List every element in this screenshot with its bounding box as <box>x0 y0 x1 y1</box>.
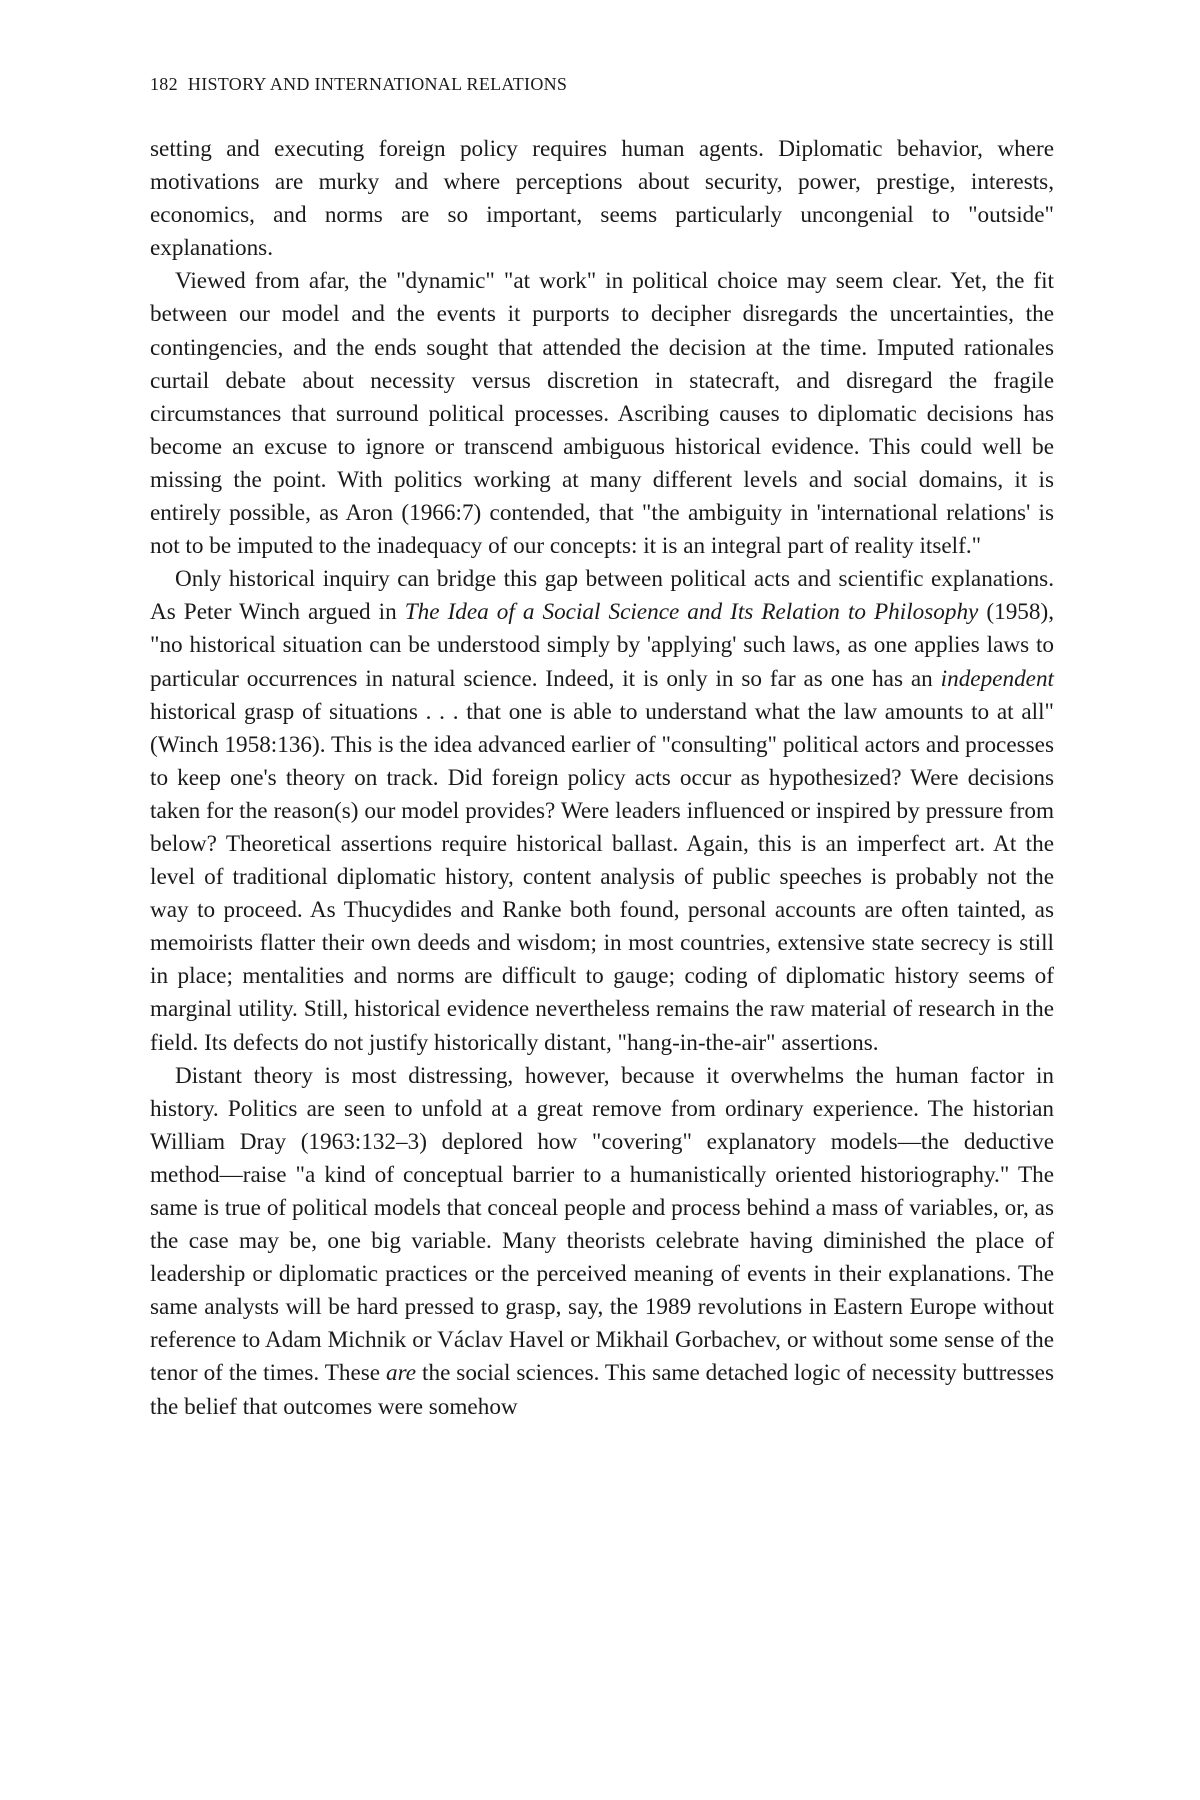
paragraph-3-text-c: historical grasp of situations . . . that one is able to understand what the law amounts to at all" (Winch 1958:136). This is the idea advanced earlier of "consulting" political actors and processes to keep one's theory on track. Did foreign policy acts occur as hypothesized? Were decisions taken for the reason(s) our model provides? Were leaders influenced or inspired by pressure from below? Theoretical assertions require historical ballast. Again, this is an imperfect art. At the level of traditional diplomatic history, content analysis of public speeches is probably not the way to proceed. As Thucydides and Ranke both found, personal accounts are often tainted, as memoirists flatter their own deeds and wisdom; in most countries, extensive state secrecy is still in place; mentalities and norms are difficult to gauge; coding of diplomatic history seems of marginal utility. Still, historical evidence nevertheless remains the raw material of research in the field. Its defects do not justify historically distant, "hang-in-the-air" assertions. <box>150 698 1054 1056</box>
running-head <box>150 74 567 95</box>
paragraph-3 <box>150 563 1054 1059</box>
italic-independent: independent <box>940 665 1054 692</box>
paragraph-3-text-b: (1958), "no historical situation can be understood simply by 'applying' such laws, as one applies laws to particular occurrences in natural science. Indeed, it is only in so far as one has an <box>150 599 1054 692</box>
body-text <box>150 133 1054 1424</box>
running-title: HISTORY AND INTERNATIONAL RELATIONS <box>187 74 568 94</box>
paragraph-4 <box>150 1060 1054 1424</box>
paragraph-4-text-b: the social sciences. This same detached logic of necessity buttresses the belief that outcomes were somehow <box>150 1360 1054 1420</box>
page-number: 182 <box>150 74 178 94</box>
paragraph-1: setting and executing foreign policy requires human agents. Diplomatic behavior, where motivations are murky and where perceptions about security, power, prestige, interests, economics, and norms are so important, seems particularly uncongenial to "outside" explanations. <box>150 136 1054 262</box>
paragraph-2: Viewed from afar, the "dynamic" "at work" in political choice may seem clear. Yet, the fit between our model and the events it purports to decipher disregards the uncertainties, the contingencies, and the ends sought that attended the decision at the time. Imputed rationales curtail debate about necessity versus discretion in statecraft, and disregard the fragile circumstances that surround political processes. Ascribing causes to diplomatic decisions has become an excuse to ignore or transcend ambiguous historical evidence. This could well be missing the point. With politics working at many different levels and social domains, it is entirely possible, as Aron (1966:7) contended, that "the ambiguity in 'international relations' is not to be imputed to the inadequacy of our concepts: it is an integral part of reality itself." <box>150 268 1054 560</box>
italic-are: are <box>386 1360 417 1387</box>
paragraph-3-text-a: Only historical inquiry can bridge this gap between political acts and scientific explanations. As Peter Winch argued in <box>150 566 1054 626</box>
paragraph-4-text-a: Distant theory is most distressing, however, because it overwhelms the human factor in history. Politics are seen to unfold at a great remove from ordinary experience. The historian William Dray (1963:132–3) deplored how "covering" explanatory models—the deductive method—raise "a kind of conceptual barrier to a humanistically oriented historiography." The same is true of political models that conceal people and process behind a mass of variables, or, as the case may be, one big variable. Many theorists celebrate having diminished the place of leadership or diplomatic practices or the perceived meaning of events in their explanations. The same analysts will be hard pressed to grasp, say, the 1989 revolutions in Eastern Europe without reference to Adam Michnik or Václav Havel or Mikhail Gorbachev, or without some sense of the tenor of the times. These <box>150 1062 1054 1387</box>
book-title-italic: The Idea of a Social Science and Its Relation to Philosophy <box>404 599 979 626</box>
